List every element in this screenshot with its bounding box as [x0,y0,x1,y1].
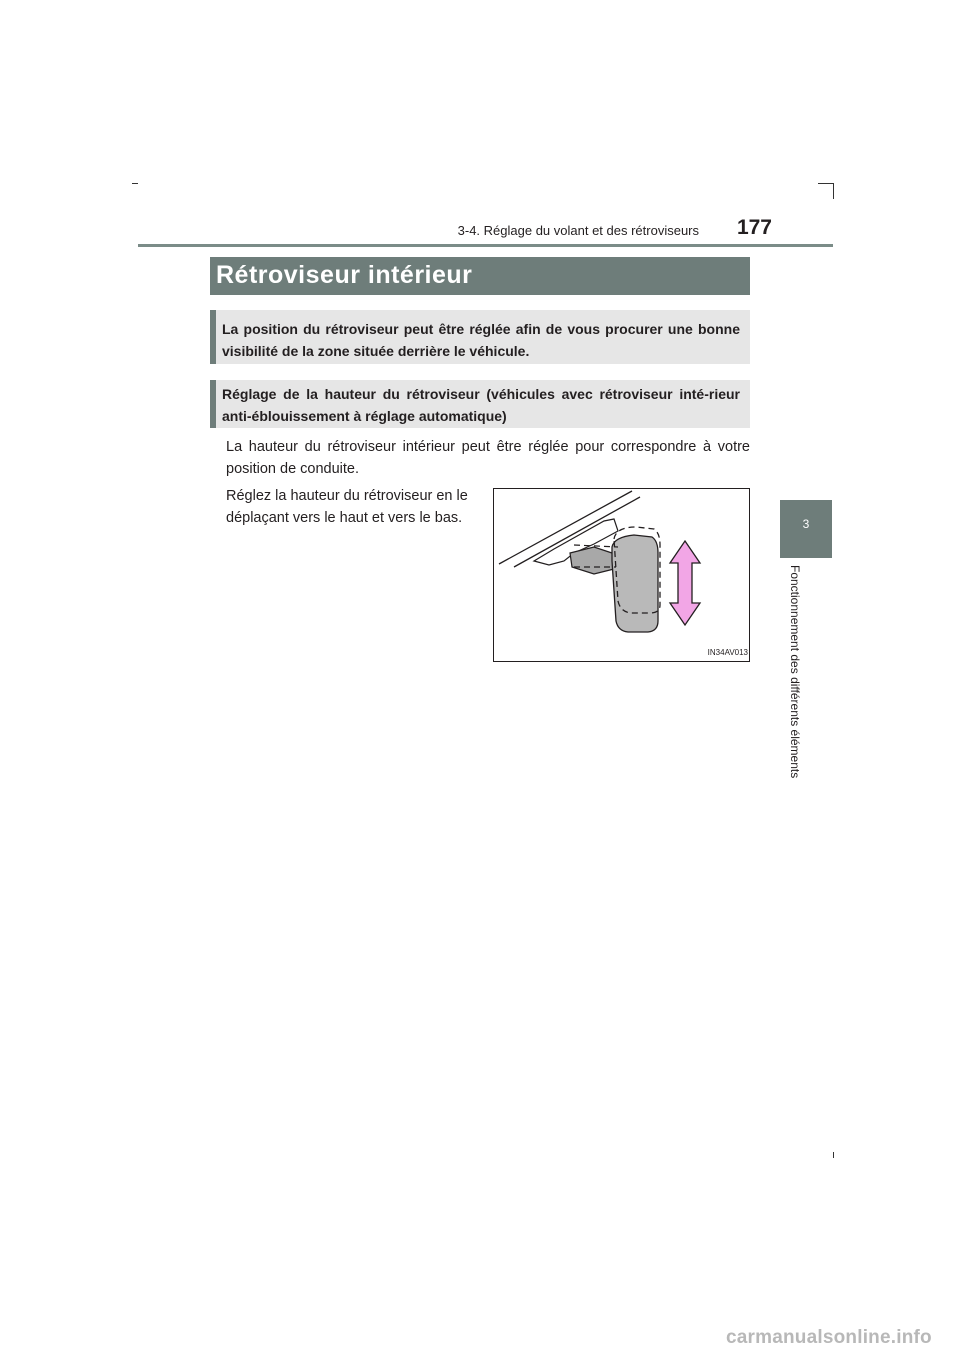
crop-mark-top-right-h [818,183,834,184]
crop-mark-bottom-right [833,1152,834,1158]
crop-mark-top-right-v [833,183,834,199]
chapter-number: 3 [802,517,810,531]
mirror-stem [570,547,614,574]
mirror-illustration [493,488,750,662]
header-rule [138,244,833,247]
crop-mark-top-left [132,183,138,184]
page-title: Rétroviseur intérieur [216,261,473,289]
chapter-side-label: Fonctionnement des différents éléments [788,565,802,779]
body-paragraph-1: La hauteur du rétroviseur intérieur peut être réglée pour correspondre à votre position de conduite. [226,439,750,477]
mirror-drawing [494,489,749,661]
watermark: carmanualsonline.info [726,1327,932,1348]
figure-code: IN34AV013 [707,648,748,657]
section-header: 3-4. Réglage du volant et des rétroviseurs [457,223,699,238]
page-number: 177 [736,216,772,239]
subsection-title: Réglage de la hauteur du rétroviseur (véhicules avec rétroviseur inté-rieur anti-éblouissement à réglage automatique) [222,386,740,424]
body-paragraph-2: Réglez la hauteur du rétroviseur en le déplaçant vers le haut et vers le bas. [226,488,468,526]
up-down-arrow-icon [670,541,700,625]
mirror-body [612,535,658,632]
intro-text: La position du rétroviseur peut être réglée afin de vous procurer une bonne visibilité de la zone située derrière le véhicule. [222,321,740,359]
